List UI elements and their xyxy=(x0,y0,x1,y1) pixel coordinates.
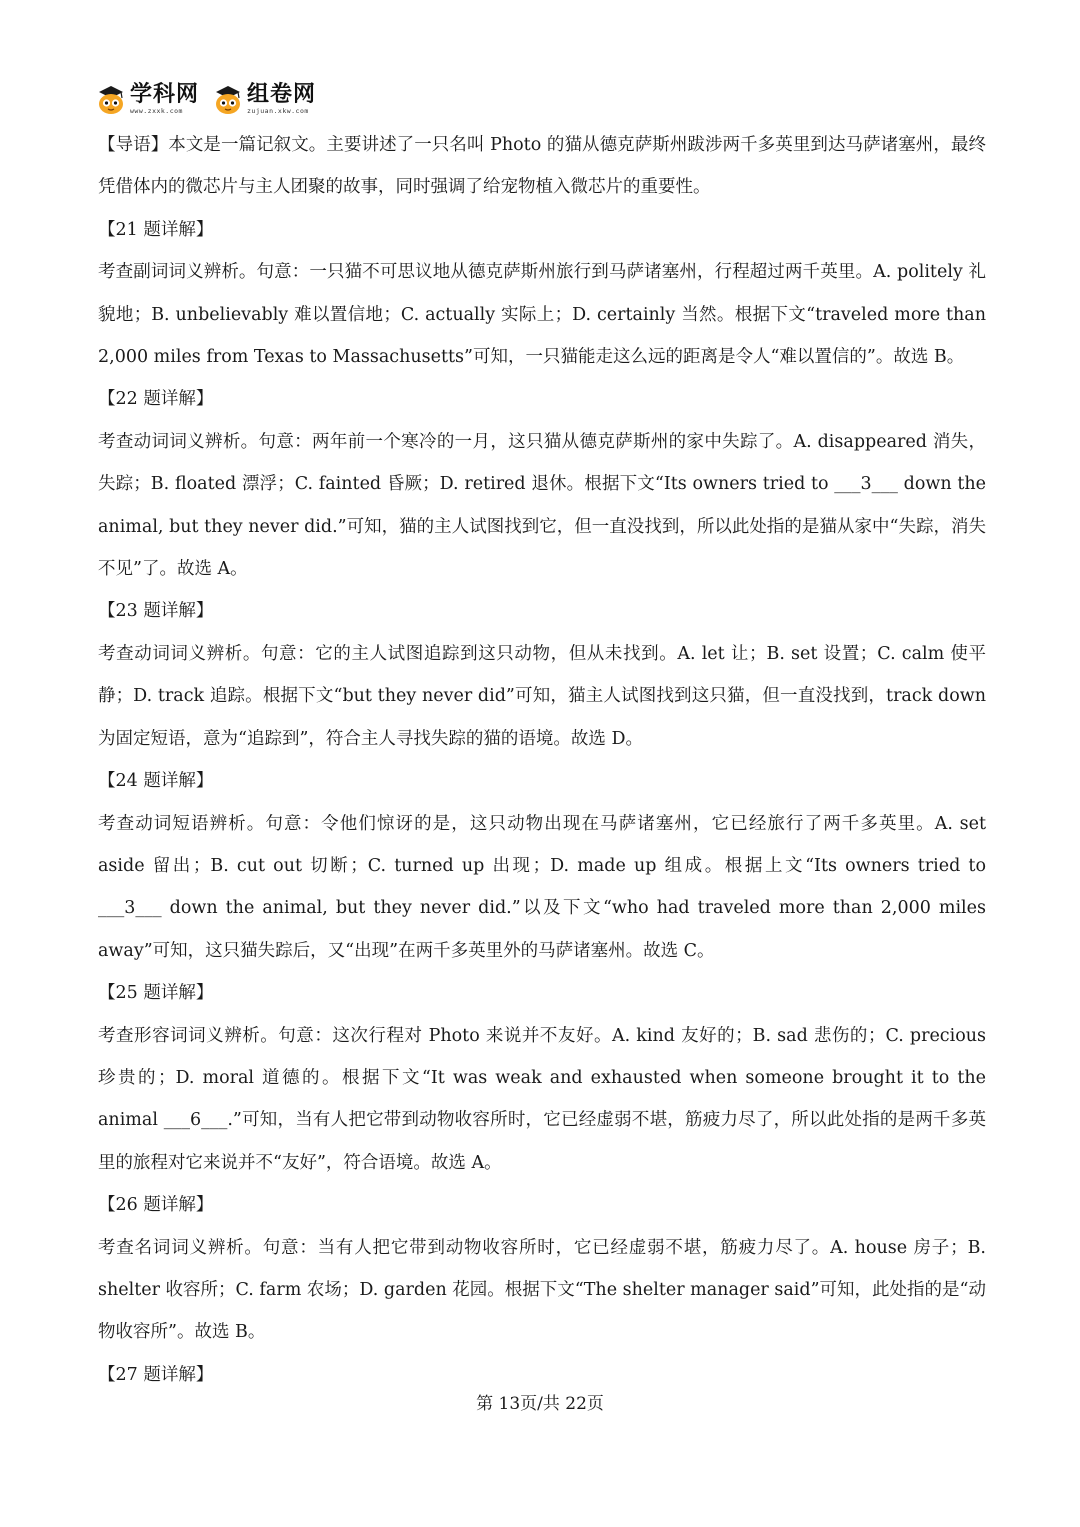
section-body-21: 考查副词词义辨析。句意：一只猫不可思议地从德克萨斯州旅行到马萨诸塞州，行程超过两千英里。A. politely 礼貌地；B. unbelievably 难以置信地；C. actually 实际上；D. certainly 当然。根据下文“traveled more than 2,000 miles from Texas to Massachusetts”可知，一只猫能走这么远的距离是令人“难以置信的”。故选 B。 xyxy=(98,262,986,368)
section-body-26: 考查名词词义辨析。句意：当有人把它带到动物收容所时，它已经虚弱不堪，筋疲力尽了。A. house 房子；B. shelter 收容所；C. farm 农场；D. garden 花园。根据下文“The shelter manager said”可知，此处指的是“动物收容所”。故选 B。 xyxy=(98,1237,986,1343)
owl-mascot-icon xyxy=(96,83,126,115)
section-body-25: 考查形容词词义辨析。句意：这次行程对 Photo 来说并不友好。A. kind 友好的；B. sad 悲伤的；C. precious 珍贵的；D. moral 道德的。根据下文“It was weak and exhausted when someone brought it to the animal ___6___.”可知，当有人把它带到动物收容所时，它已经虚弱不堪，筋疲力尽了，所以此处指的是两千多英里的旅程对它来说并不“友好”，符合语境。故选 A。 xyxy=(98,1025,986,1173)
section-heading-26: 【26 题详解】 xyxy=(98,1195,214,1216)
page-header xyxy=(96,80,316,118)
section-heading-24: 【24 题详解】 xyxy=(98,771,214,792)
page-number: 第 13页/共 22页 xyxy=(476,1394,604,1414)
zujuanwang-logo xyxy=(213,83,316,115)
section-heading-22: 【22 题详解】 xyxy=(98,389,214,410)
section-heading-23: 【23 题详解】 xyxy=(98,601,214,622)
logo-url: www.zxxk.com xyxy=(130,106,183,115)
page-footer xyxy=(0,1389,1080,1419)
analysis-content xyxy=(98,124,986,1396)
owl-mascot-icon xyxy=(213,83,243,115)
section-body-24: 考查动词短语辨析。句意：令他们惊讶的是，这只动物出现在马萨诸塞州，它已经旅行了两千多英里。A. set aside 留出；B. cut out 切断；C. turned up 出现；D. made up 组成。根据上文“Its owners tried to ___3___ down the animal, but they never did.”以及下文“who had traveled more than 2,000 miles away”可知，这只猫失踪后，又“出现”在两千多英里外的马萨诸塞州。故选 C。 xyxy=(98,813,986,961)
section-heading-27: 【27 题详解】 xyxy=(98,1364,214,1385)
section-body-22: 考查动词词义辨析。句意：两年前一个寒冷的一月，这只猫从德克萨斯州的家中失踪了。A. disappeared 消失，失踪；B. floated 漂浮；C. fainted 昏厥；D. retired 退休。根据下文“Its owners tried to ___3___ down the animal, but they never did.”可知，猫的主人试图找到它，但一直没找到，所以此处指的是猫从家中“失踪，消失不见”了。故选 A。 xyxy=(98,431,986,580)
logo-name: 学科网 xyxy=(130,81,200,107)
section-body-23: 考查动词词义辨析。句意：它的主人试图追踪到这只动物，但从未找到。A. let 让；B. set 设置；C. calm 使平静；D. track 追踪。根据下文“but they never did”可知，猫主人试图找到这只猫，但一直没找到，track down 为固定短语，意为“追踪到”，符合主人寻找失踪的猫的语境。故选 D。 xyxy=(98,643,986,749)
logo-name: 组卷网 xyxy=(247,81,317,107)
xuekewang-logo xyxy=(96,83,199,115)
logo-url: zujuan.xkw.com xyxy=(247,106,309,115)
section-heading-25: 【25 题详解】 xyxy=(98,983,214,1004)
intro-paragraph: 【导语】本文是一篇记叙文。主要讲述了一只名叫 Photo 的猫从德克萨斯州跋涉两千多英里到达马萨诸塞州，最终凭借体内的微芯片与主人团聚的故事，同时强调了给宠物植入微芯片的重要性。 xyxy=(98,135,986,198)
section-heading-21: 【21 题详解】 xyxy=(98,219,214,240)
